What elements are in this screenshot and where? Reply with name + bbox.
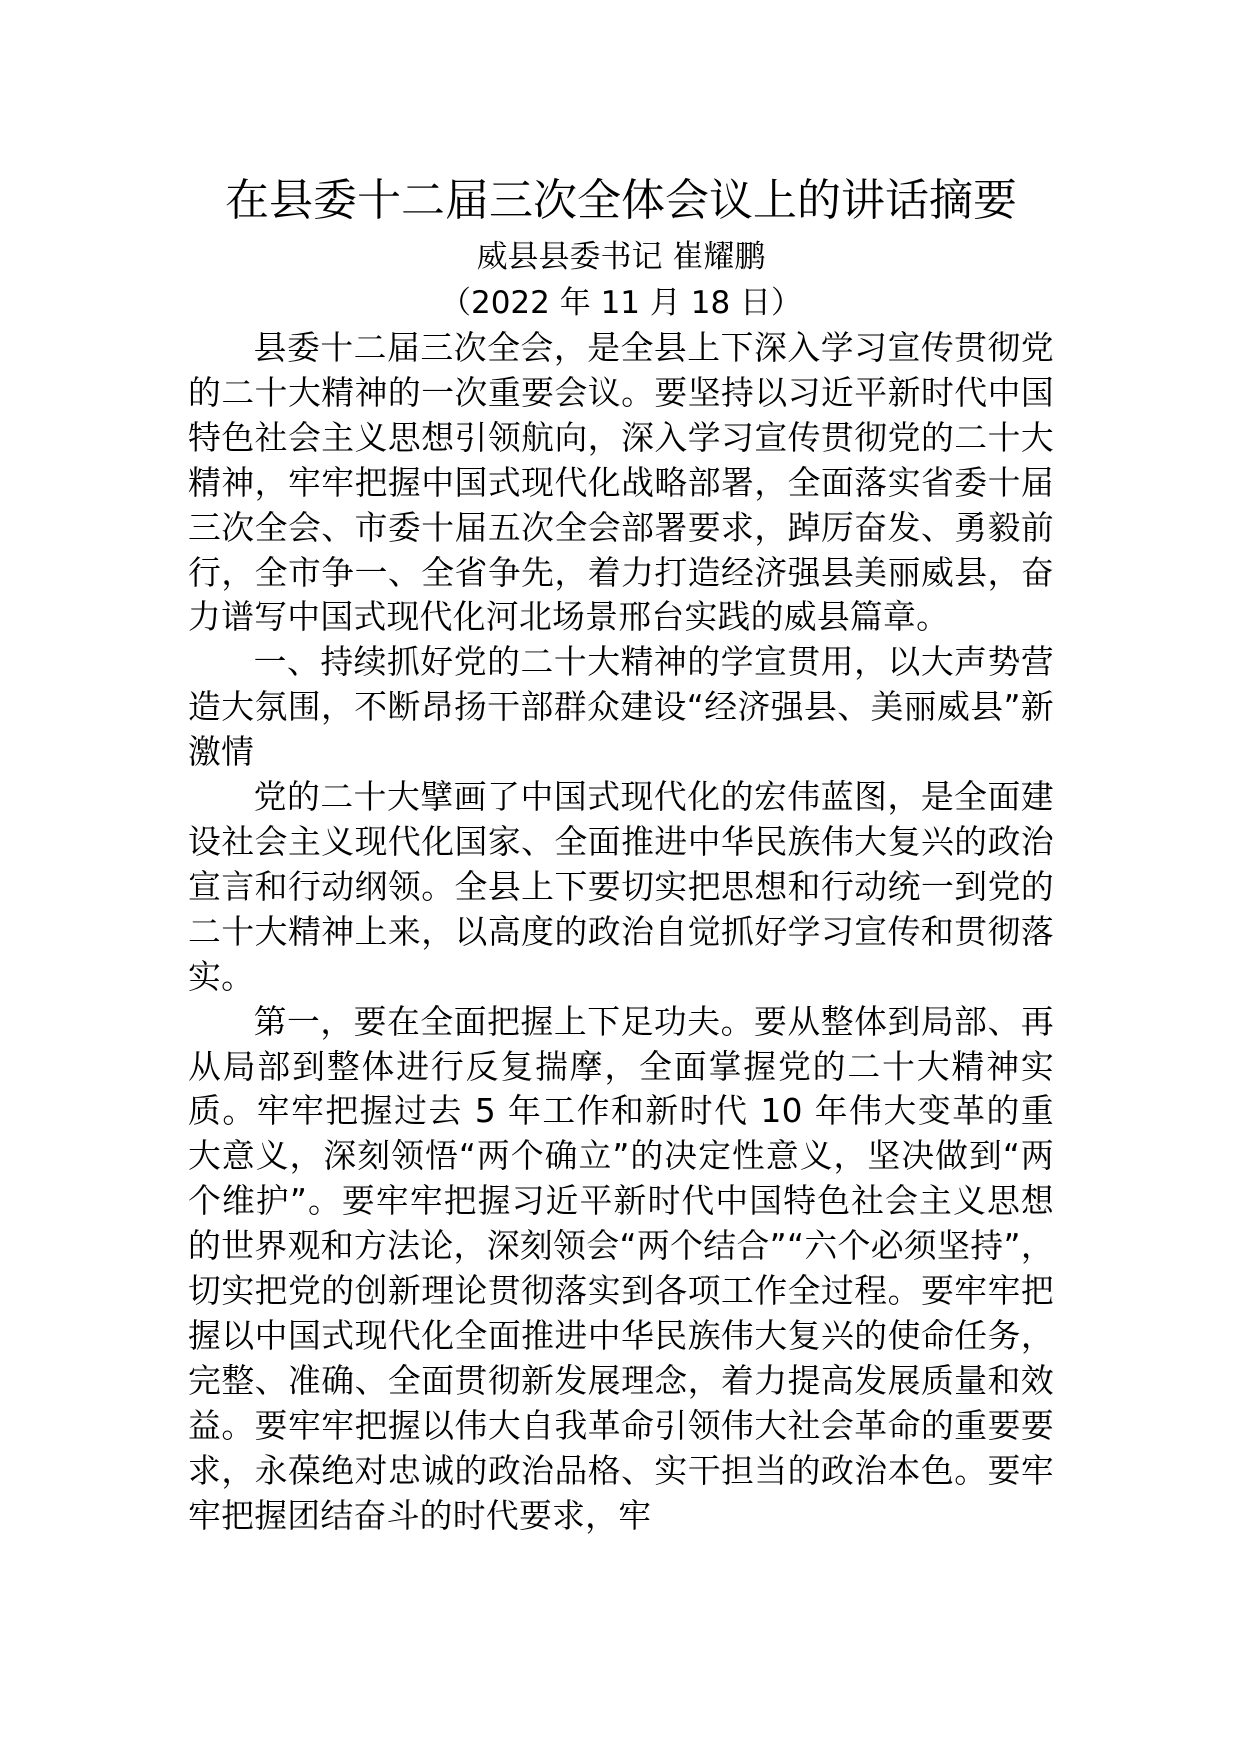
author-byline: 威县县委书记 崔耀鹏 — [476, 239, 766, 275]
document-title: 在县委十二届三次全体会议上的讲话摘要 — [225, 175, 1017, 226]
paragraph-intro: 县委十二届三次全会，是全县上下深入学习宣传贯彻党的二十大精神的一次重要会议。要坚持以习近平新时代中国特色社会主义思想引领航向，深入学习宣传贯彻党的二十大精神，牢牢把握中国式现代化战略部署，全面落实省委十届三次全会、市委十届五次全会部署要求，踔厉奋发、勇毅前行，全市争一、全省争先，着力打造经济强县美丽威县，奋力谱写中国式现代化河北场景邢台实践的威县篇章。 — [188, 329, 1054, 637]
document-page — [188, 168, 1054, 1538]
speech-date: （2022 年 11 月 18 日） — [439, 285, 803, 321]
paragraph-3: 第一，要在全面把握上下足功夫。要从整体到局部、再从局部到整体进行反复揣摩，全面掌握党的二十大精神实质。牢牢把握过去 5 年工作和新时代 10 年伟大变革的重大意义，深刻领悟“两个确立”的决定性意义，坚决做到“两个维护”。要牢牢把握习近平新时代中国特色社会主义思想的世界观和方法论，深刻领会“两个结合”“六个必须坚持”，切实把党的创新理论贯彻落实到各项工作全过程。要牢牢把握以中国式现代化全面推进中华民族伟大复兴的使命任务，完整、准确、全面贯彻新发展理念，着力提高发展质量和效益。要牢牢把握以伟大自我革命引领伟大社会革命的重要要求，永葆绝对忠诚的政治品格、实干担当的政治本色。要牢牢把握团结奋斗的时代要求，牢 — [188, 1002, 1054, 1535]
paragraph-2: 党的二十大擘画了中国式现代化的宏伟蓝图，是全面建设社会主义现代化国家、全面推进中华民族伟大复兴的政治宣言和行动纲领。全县上下要切实把思想和行动统一到党的二十大精神上来，以高度的政治自觉抓好学习宣传和贯彻落实。 — [188, 778, 1054, 996]
section-heading-1: 一、持续抓好党的二十大精神的学宣贯用，以大声势营造大氛围，不断昂扬干部群众建设“经济强县、美丽威县”新激情 — [188, 643, 1054, 772]
